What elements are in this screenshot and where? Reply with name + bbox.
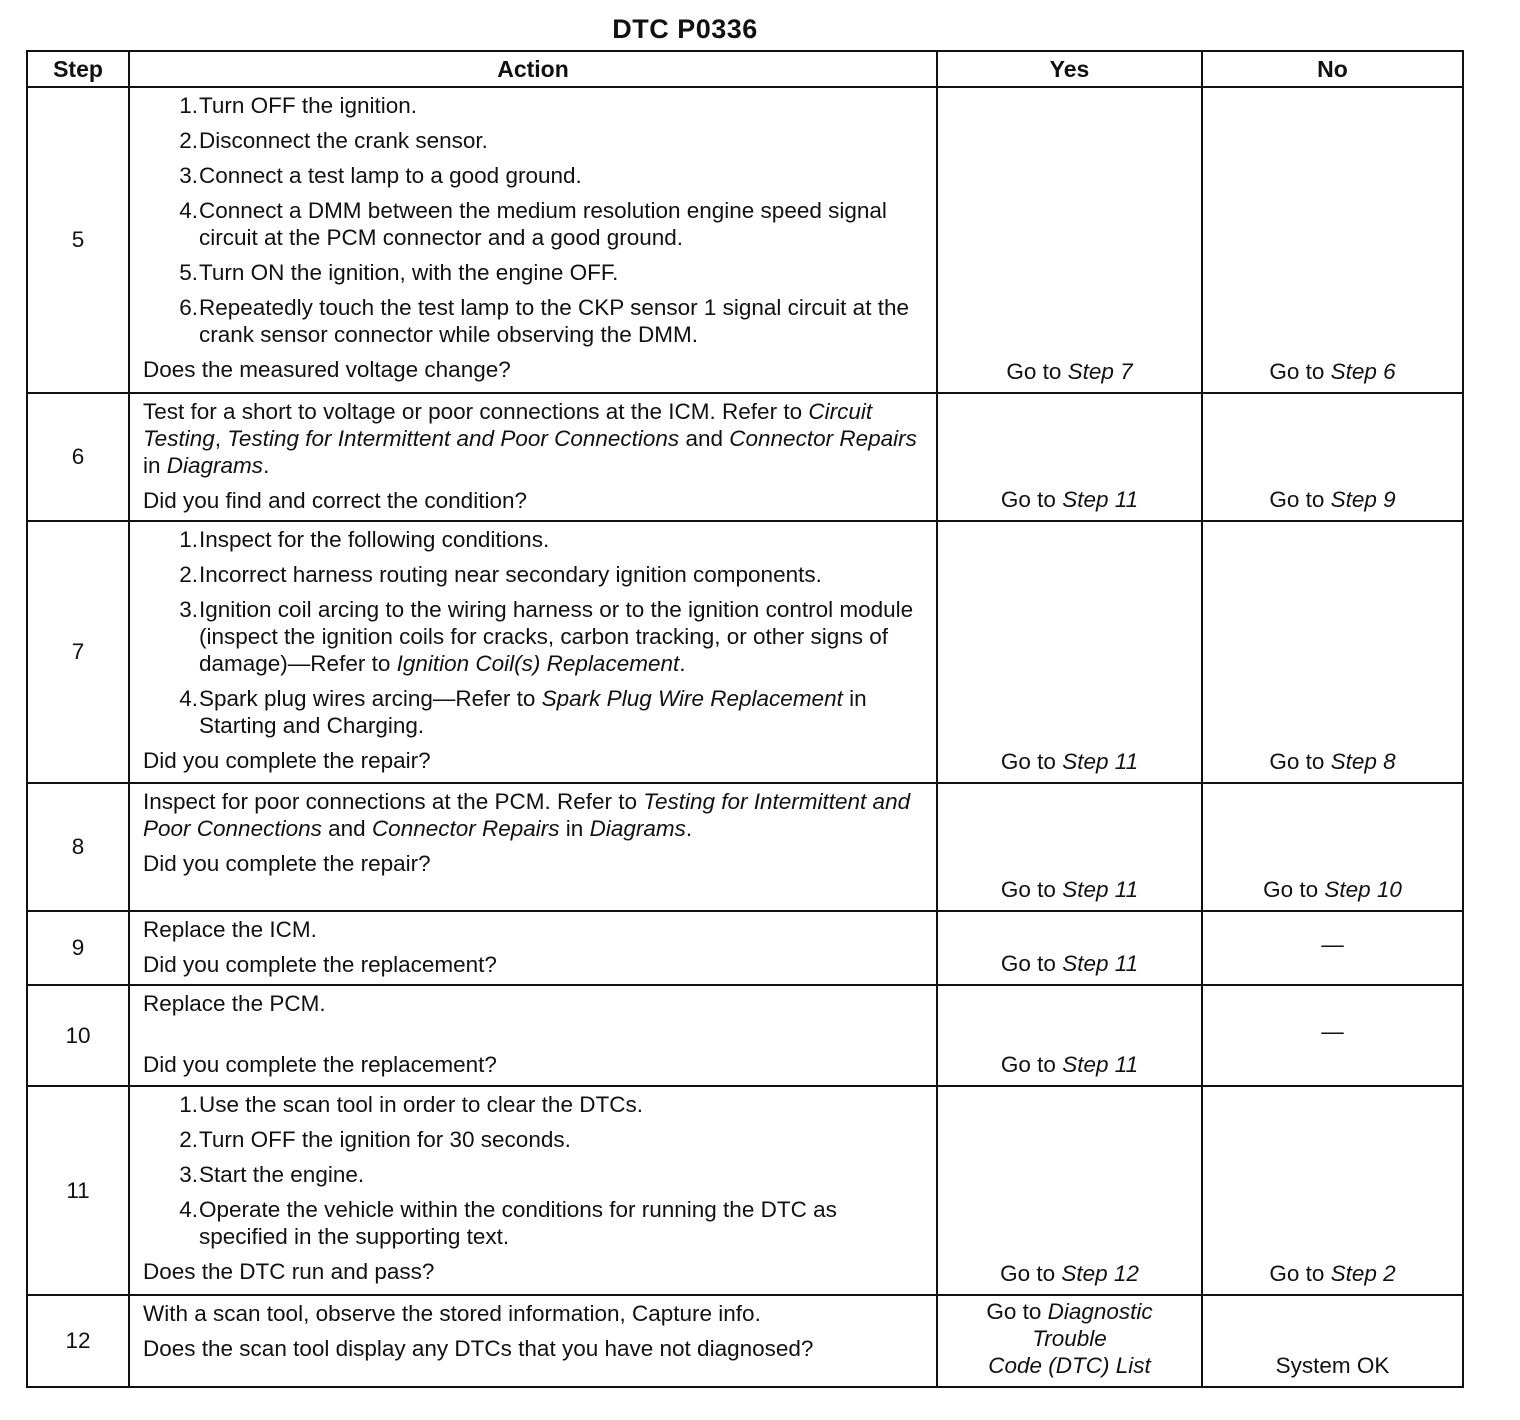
table-row (27, 911, 1463, 985)
list-item (143, 596, 930, 677)
action-question: Does the measured voltage change? (143, 357, 511, 382)
list-item (143, 1161, 930, 1188)
yes-cell (937, 521, 1202, 783)
reference-link[interactable]: Ignition Coil(s) Replacement (396, 651, 680, 676)
goto-text: Go to (1000, 951, 1056, 976)
no-cell (1202, 911, 1463, 985)
action-text (143, 398, 930, 479)
text-span: . (685, 816, 693, 841)
item-text: Turn OFF the ignition for 30 seconds. (199, 1127, 571, 1152)
list-item (143, 294, 930, 348)
header-action: Action (129, 51, 937, 87)
item-text: Use the scan tool in order to clear the DTCs. (199, 1092, 643, 1117)
text-span: in (565, 816, 584, 841)
action-cell (129, 521, 937, 783)
item-number: 4. (179, 198, 198, 223)
table-row (27, 521, 1463, 783)
step-number: 11 (27, 1086, 129, 1295)
no-cell (1202, 1086, 1463, 1295)
text-span: . (679, 651, 686, 676)
goto-text: Go to (1000, 749, 1056, 774)
text-span: Inspect for poor connections at the PCM. Refer to (143, 789, 638, 814)
item-number: 1. (179, 93, 198, 118)
dtc-list-link[interactable]: Diagnostic (1047, 1299, 1153, 1324)
list-item (143, 127, 930, 154)
yes-cell (937, 393, 1202, 521)
step-link[interactable]: Step 11 (1062, 487, 1139, 512)
list-item (143, 1196, 930, 1250)
item-text: Operate the vehicle within the conditions for running the DTC as specified in the supporting text. (199, 1197, 837, 1249)
reference-link[interactable]: Diagrams (166, 453, 264, 478)
system-ok-text: System OK (1275, 1353, 1390, 1378)
text-span: , (214, 426, 221, 451)
step-number: 8 (27, 783, 129, 911)
list-item (143, 162, 930, 189)
step-number: 12 (27, 1295, 129, 1387)
goto-text: Go to (986, 1299, 1042, 1324)
list-item (143, 561, 930, 588)
dtc-list-link[interactable]: Trouble (1032, 1326, 1107, 1351)
action-cell (129, 911, 937, 985)
dtc-list-link[interactable]: Code (DTC) List (988, 1353, 1151, 1378)
table-row (27, 1086, 1463, 1295)
page-title: DTC P0336 (612, 14, 758, 44)
no-action-dash: — (1321, 931, 1344, 957)
goto-text: Go to (1269, 1261, 1325, 1286)
list-item (143, 92, 930, 119)
goto-text: Go to (1000, 487, 1056, 512)
reference-link[interactable]: Circuit Testing (143, 399, 873, 451)
reference-link[interactable]: Diagrams (589, 816, 686, 841)
item-number: 5. (179, 260, 198, 285)
table-row (27, 87, 1463, 393)
no-cell (1202, 1295, 1463, 1387)
no-cell (1202, 985, 1463, 1086)
reference-link[interactable]: Spark Plug Wire Replacement (541, 686, 843, 711)
goto-text: Go to (1006, 359, 1062, 384)
goto-text: Go to (1000, 877, 1056, 902)
yes-cell (937, 1086, 1202, 1295)
reference-link[interactable]: Testing for Intermittent and Poor Connections (227, 426, 680, 451)
goto-text: Go to (1269, 359, 1325, 384)
item-number: 2. (179, 1127, 198, 1152)
reference-link[interactable]: Connector Repairs (371, 816, 560, 841)
table-row (27, 783, 1463, 911)
item-text: Repeatedly touch the test lamp to the CKP sensor 1 signal circuit at the crank sensor connector while observing the DMM. (199, 295, 909, 347)
goto-text: Go to (1269, 487, 1325, 512)
text-span: and (685, 426, 723, 451)
no-cell (1202, 783, 1463, 911)
header-row (27, 51, 1463, 87)
item-text (199, 596, 930, 677)
step-link[interactable]: Step 11 (1062, 951, 1139, 976)
text-span: in (143, 453, 161, 478)
action-cell (129, 87, 937, 393)
action-question: Does the scan tool display any DTCs that you have not diagnosed? (143, 1336, 814, 1361)
item-number: 3. (179, 163, 198, 188)
goto-text: Go to (1000, 1052, 1056, 1077)
dtc-table (26, 50, 1464, 1388)
item-number: 6. (179, 295, 198, 320)
step-link[interactable]: Step 9 (1330, 487, 1396, 512)
step-link[interactable]: Step 11 (1062, 877, 1139, 902)
list-item (143, 1126, 930, 1153)
item-text: Turn OFF the ignition. (199, 93, 418, 118)
yes-cell (937, 911, 1202, 985)
item-text: Start the engine. (199, 1162, 365, 1187)
step-number: 9 (27, 911, 129, 985)
item-text: Turn ON the ignition, with the engine OFF. (199, 260, 619, 285)
step-link[interactable]: Step 11 (1062, 749, 1139, 774)
item-number: 3. (179, 1162, 198, 1187)
step-link[interactable]: Step 6 (1330, 359, 1396, 384)
step-number: 10 (27, 985, 129, 1086)
list-item (143, 1091, 930, 1118)
no-cell (1202, 87, 1463, 393)
spacer (143, 1025, 930, 1051)
action-list (143, 1091, 930, 1250)
action-text: Replace the PCM. (143, 991, 326, 1016)
item-number: 2. (179, 562, 198, 587)
goto-text: Go to (1269, 749, 1325, 774)
text-span: and (328, 816, 366, 841)
header-yes: Yes (937, 51, 1202, 87)
step-number: 7 (27, 521, 129, 783)
action-question: Did you complete the repair? (143, 851, 431, 876)
no-action-dash: — (1321, 1019, 1344, 1044)
step-link[interactable]: Step 11 (1062, 1052, 1139, 1077)
action-cell (129, 985, 937, 1086)
goto-text: Go to (1000, 1261, 1056, 1286)
item-number: 1. (179, 527, 198, 552)
item-number: 3. (179, 597, 198, 622)
step-link[interactable]: Step 8 (1330, 749, 1396, 774)
item-text (199, 685, 930, 739)
header-no: No (1202, 51, 1463, 87)
goto-text: Go to (1263, 877, 1319, 902)
action-question: Does the DTC run and pass? (143, 1259, 435, 1284)
step-number: 5 (27, 87, 129, 393)
item-text: Connect a test lamp to a good ground. (199, 163, 582, 188)
item-text: Incorrect harness routing near secondary ignition components. (199, 562, 822, 587)
table-row (27, 393, 1463, 521)
item-text: Connect a DMM between the medium resolution engine speed signal circuit at the PCM connector and a good ground. (199, 198, 887, 250)
yes-cell (937, 985, 1202, 1086)
table-row (27, 1295, 1463, 1387)
item-number: 2. (179, 128, 198, 153)
action-cell (129, 393, 937, 521)
action-text: Replace the ICM. (143, 917, 317, 942)
action-text (143, 788, 930, 842)
step-link[interactable]: Step 10 (1324, 877, 1402, 902)
step-link[interactable]: Step 2 (1330, 1261, 1396, 1286)
action-cell (129, 783, 937, 911)
item-number: 4. (179, 686, 198, 711)
text-span: Spark plug wires arcing—Refer to (199, 686, 536, 711)
no-cell (1202, 521, 1463, 783)
action-cell (129, 1295, 937, 1387)
step-link[interactable]: Step 12 (1061, 1261, 1139, 1286)
yes-cell (937, 87, 1202, 393)
text-span: Ignition coil arcing to the wiring harness or to the ignition control module (inspect the ignition coils for cracks, carbon tracking, or other signs of damage)—Refer to (199, 597, 914, 676)
text-span: Test for a short to voltage or poor connections at the ICM. Refer to (143, 399, 803, 424)
item-number: 4. (179, 1197, 198, 1222)
action-question: Did you complete the replacement? (143, 952, 497, 977)
reference-link[interactable]: Testing for Intermittent and Poor Connections (143, 789, 911, 841)
no-cell (1202, 393, 1463, 521)
step-link[interactable]: Step 7 (1067, 359, 1133, 384)
action-text: With a scan tool, observe the stored information, Capture info. (143, 1301, 761, 1326)
table-row (27, 985, 1463, 1086)
yes-cell (937, 783, 1202, 911)
list-item (143, 259, 930, 286)
list-item (143, 197, 930, 251)
item-text: Disconnect the crank sensor. (199, 128, 488, 153)
list-item (143, 685, 930, 739)
action-list (143, 526, 930, 739)
step-number: 6 (27, 393, 129, 521)
action-list (143, 92, 930, 348)
item-number: 1. (179, 1092, 198, 1117)
text-span: in Starting and Charging. (199, 686, 867, 738)
text-span: . (263, 453, 270, 478)
list-item (143, 526, 930, 553)
action-question: Did you find and correct the condition? (143, 488, 527, 513)
action-question: Did you complete the repair? (143, 748, 431, 773)
yes-cell (937, 1295, 1202, 1387)
item-text: Inspect for the following conditions. (199, 527, 550, 552)
action-cell (129, 1086, 937, 1295)
reference-link[interactable]: Connector Repairs (729, 426, 917, 451)
action-question: Did you complete the replacement? (143, 1052, 497, 1077)
header-step: Step (27, 51, 129, 87)
